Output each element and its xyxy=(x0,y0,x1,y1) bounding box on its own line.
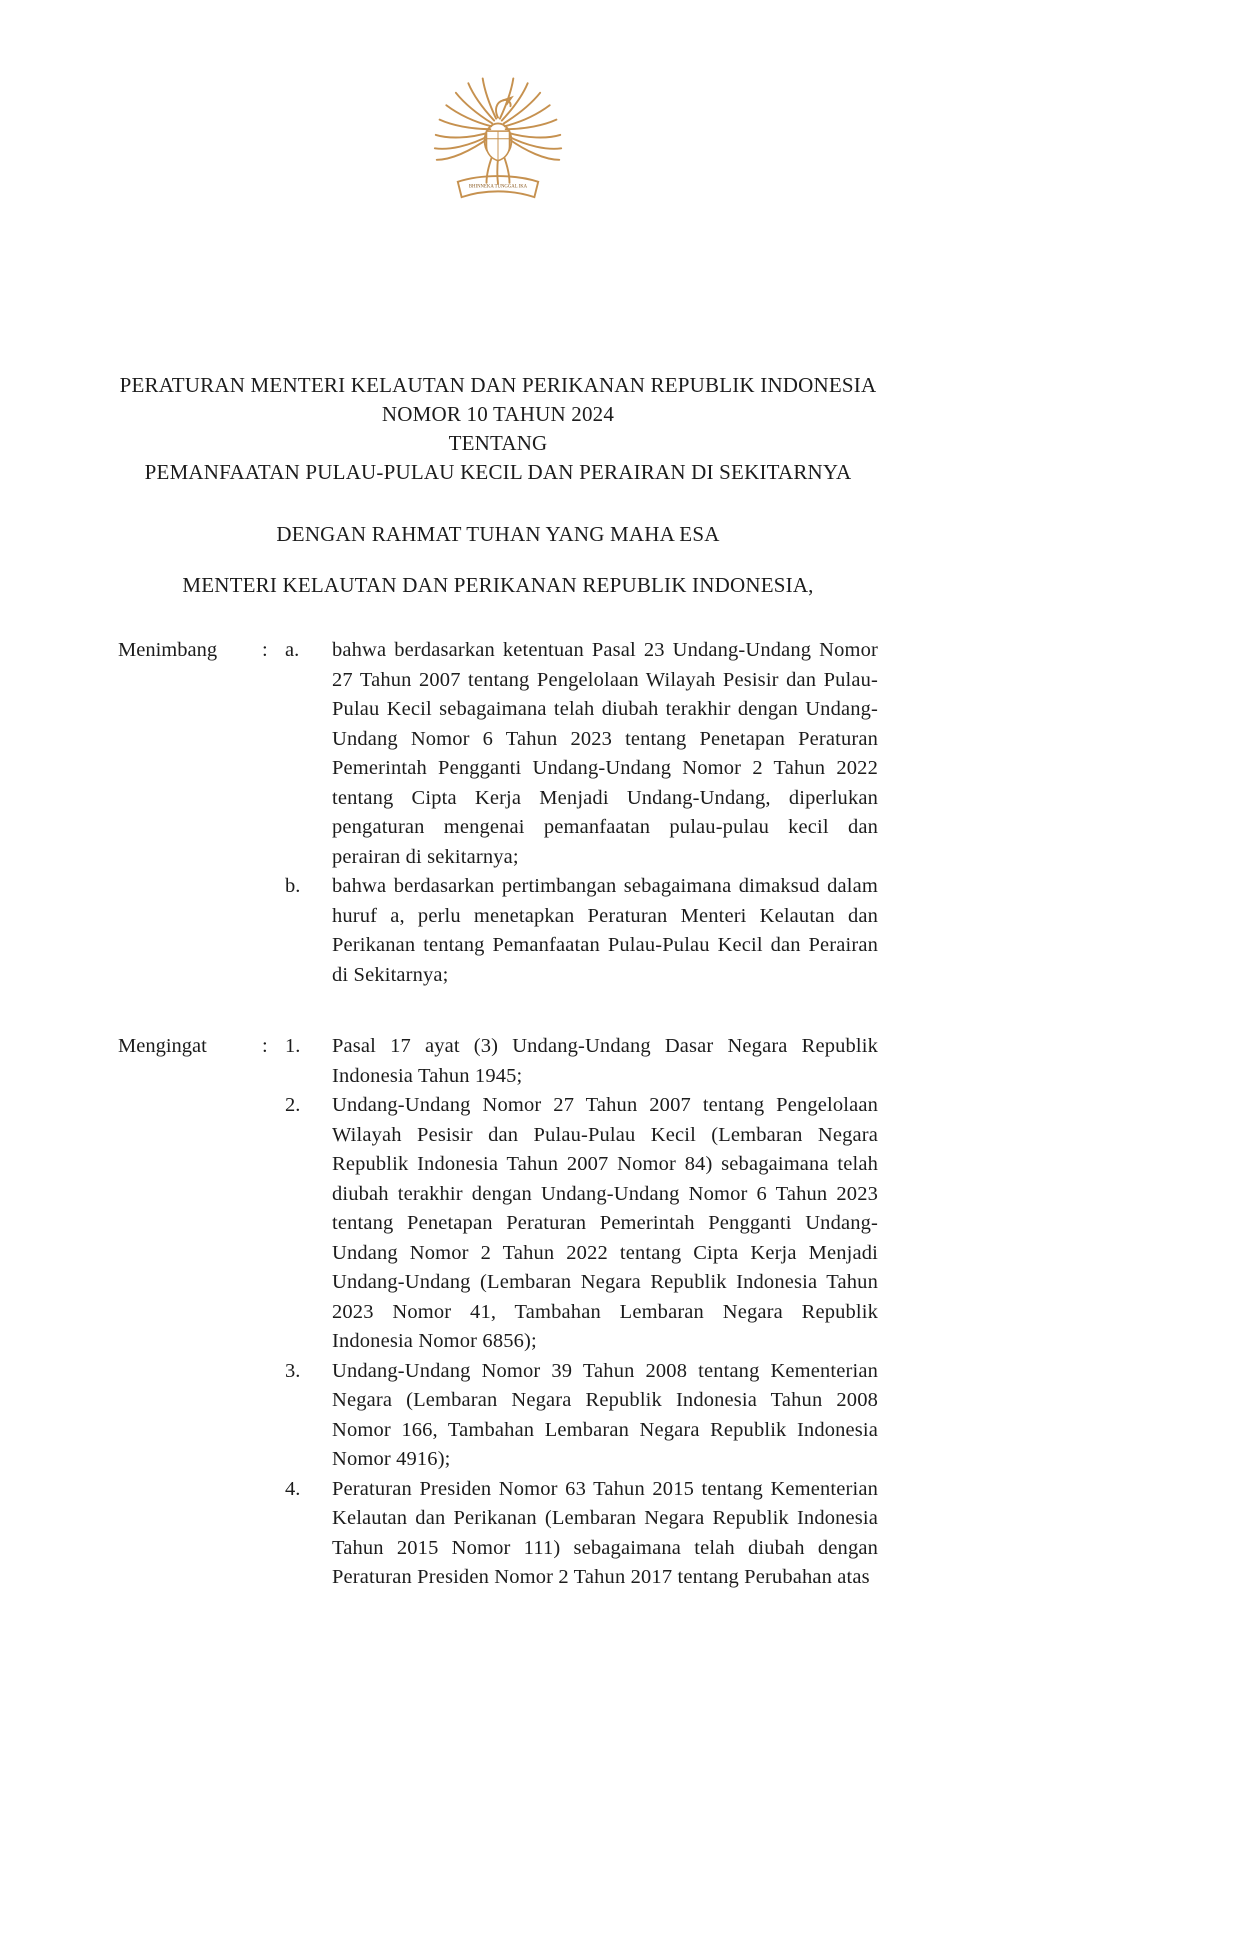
garuda-pancasila-emblem-icon xyxy=(431,60,565,206)
item-text: Undang-Undang Nomor 27 Tahun 2007 tentang Pengelolaan Wilayah Pesisir dan Pulau-Pulau Kecil (Lembaran Negara Republik Indonesia Tahun 2007 Nomor 84) sebagaimana telah diubah terakhir dengan Undang-Undang Nomor 6 Tahun 2023 tentang Penetapan Peraturan Pemerintah Pengganti Undang-Undang Nomor 2 Tahun 2022 tentang Cipta Kerja Menjadi Undang-Undang (Lembaran Negara Republik Indonesia Tahun 2023 Nomor 41, Tambahan Lembaran Negara Republik Indonesia Nomor 6856); xyxy=(332,1094,878,1352)
item-marker: b. xyxy=(285,875,301,897)
document-title-block xyxy=(118,371,878,487)
list-item xyxy=(285,1091,878,1357)
section-label: Mengingat xyxy=(118,1035,207,1057)
emblem-motto-text: BHINNEKA TUNGGAL IKA xyxy=(468,184,528,190)
item-marker: 4. xyxy=(285,1477,301,1500)
section-items xyxy=(285,1032,878,1593)
section-menimbang xyxy=(118,636,878,990)
document-content xyxy=(118,0,878,1593)
doc-title-line-4: PEMANFAATAN PULAU-PULAU KECIL DAN PERAIRAN DI SEKITARNYA xyxy=(144,460,852,484)
list-item xyxy=(285,1032,878,1091)
section-items xyxy=(285,636,878,990)
item-text: bahwa berdasarkan pertimbangan sebagaimana dimaksud dalam huruf a, perlu menetapkan Peraturan Menteri Kelautan dan Perikanan tentang Pemanfaatan Pulau-Pulau Kecil dan Perairan di Sekitarnya; xyxy=(332,875,878,986)
item-text: bahwa berdasarkan ketentuan Pasal 23 Undang-Undang Nomor 27 Tahun 2007 tentang Pengelolaan Wilayah Pesisir dan Pulau-Pulau Kecil sebagaimana telah diubah terakhir dengan Undang-Undang Nomor 6 Tahun 2023 tentang Penetapan Peraturan Pemerintah Pengganti Undang-Undang Nomor 2 Tahun 2022 tentang Cipta Kerja Menjadi Undang-Undang, diperlukan pengaturan mengenai pemanfaatan pulau-pulau kecil dan perairan di sekitarnya; xyxy=(332,639,878,868)
list-item xyxy=(285,1357,878,1475)
item-marker: a. xyxy=(285,639,300,661)
authority-line: MENTERI KELAUTAN DAN PERIKANAN REPUBLIK INDONESIA, xyxy=(182,573,814,597)
item-text: Pasal 17 ayat (3) Undang-Undang Dasar Negara Republik Indonesia Tahun 1945; xyxy=(332,1035,878,1087)
section-label: Menimbang xyxy=(118,639,218,661)
preamble-sections xyxy=(118,636,878,1593)
section-colon: : xyxy=(262,1035,268,1057)
doc-title-line-2: NOMOR 10 TAHUN 2024 xyxy=(381,402,615,426)
item-text: Undang-Undang Nomor 39 Tahun 2008 tentang Kementerian Negara (Lembaran Negara Republik Indonesia Tahun 2008 Nomor 166, Tambahan Lembaran Negara Republik Indonesia Nomor 4916); xyxy=(332,1359,878,1470)
list-item xyxy=(285,872,878,990)
section-colon: : xyxy=(262,639,268,661)
item-marker: 3. xyxy=(285,1359,301,1382)
item-text: Peraturan Presiden Nomor 63 Tahun 2015 tentang Kementerian Kelautan dan Perikanan (Lembaran Negara Republik Indonesia Tahun 2015 Nomor 111) sebagaimana telah diubah dengan Peraturan Presiden Nomor 2 Tahun 2017 tentang Perubahan atas xyxy=(332,1477,878,1588)
item-marker: 1. xyxy=(285,1035,301,1057)
section-mengingat xyxy=(118,1032,878,1593)
emblem-container xyxy=(118,0,878,211)
doc-title-line-1: PERATURAN MENTERI KELAUTAN DAN PERIKANAN REPUBLIK INDONESIA xyxy=(119,373,877,397)
invocation-line: DENGAN RAHMAT TUHAN YANG MAHA ESA xyxy=(276,522,720,546)
doc-title-line-3: TENTANG xyxy=(448,431,548,455)
list-item xyxy=(285,1475,878,1593)
item-marker: 2. xyxy=(285,1094,301,1116)
list-item xyxy=(285,636,878,872)
